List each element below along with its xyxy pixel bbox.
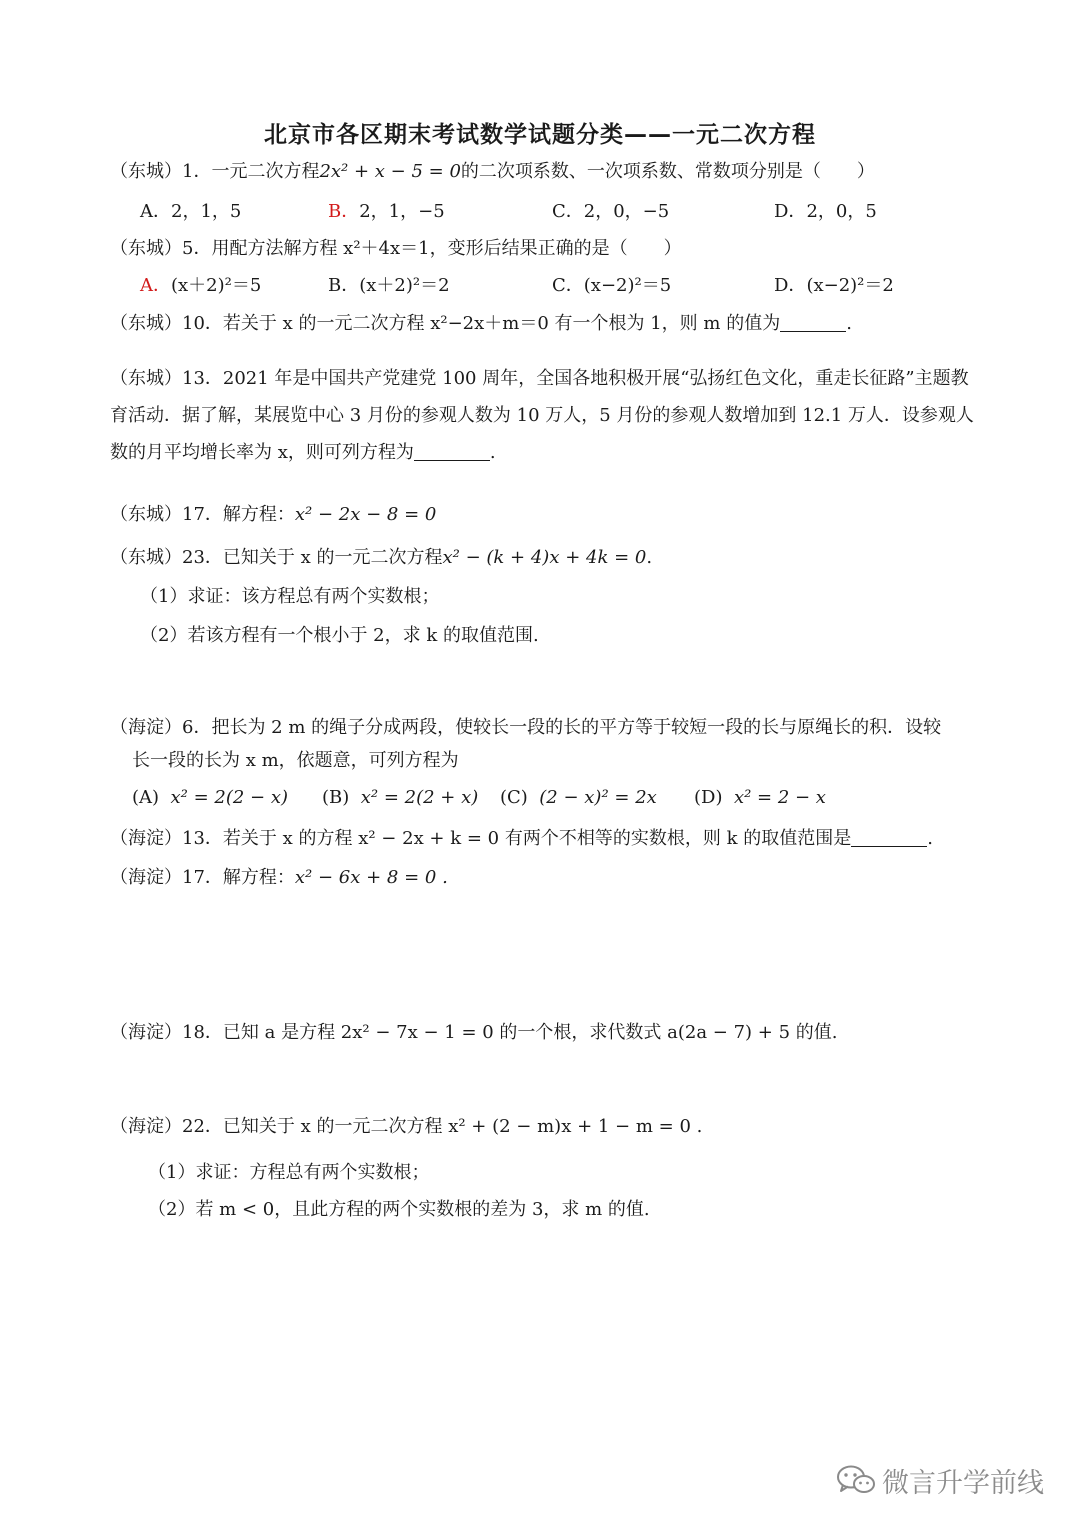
question-dongcheng-10: （东城）10．若关于 x 的一元二次方程 x²−2x＋m＝0 有一个根为 1，则 m 的值为 .: [110, 313, 852, 334]
question-text: 的二次项系数、一次项系数、常数项分别是（ ）: [460, 161, 875, 182]
question-dongcheng-17: （东城）17．解方程：x² − 2x − 8 = 0: [110, 504, 437, 525]
equation: 2x² + x − 5 = 0: [319, 161, 461, 182]
wechat-icon: [836, 1464, 876, 1496]
equation: x² − 2x − 8 = 0: [294, 504, 437, 525]
equation: x² − (k + 4)x + 4k = 0: [442, 547, 647, 568]
sub-question-1: （1）求证：方程总有两个实数根；: [148, 1162, 430, 1183]
option-d: (D) x² = 2 − x: [694, 787, 826, 808]
question-dongcheng-1: [110, 160, 875, 184]
question-text: （东城）1．一元二次方程: [110, 161, 320, 182]
option-c: C．2，0，−5: [552, 201, 670, 222]
question-haidian-13: （海淀）13．若关于 x 的方程 x² − 2x + k = 0 有两个不相等的实数根，则 k 的取值范围是 .: [110, 828, 933, 849]
sub-question-2: （2）若该方程有一个根小于 2，求 k 的取值范围.: [140, 625, 539, 646]
watermark: [836, 1460, 1044, 1500]
option-a: A．(x＋2)²＝5: [140, 275, 262, 296]
option-a: A．2，1，5: [140, 201, 242, 222]
answer-blank: [414, 442, 490, 461]
option-d: D．(x−2)²＝2: [774, 275, 894, 296]
option-a: (A) x² = 2(2 − x): [132, 787, 289, 808]
question-dongcheng-13: （东城）13．2021 年是中国共产党建党 100 周年，全国各地积极开展“弘扬红色文化，重走长征路”主题教育活动．据了解，某展览中心 3 月份的参观人数为 10 万人，5 月份的参观人数增加到 12.1 万人．设参观人数的月平均增长率为 x，则可列方程为 .: [110, 368, 974, 463]
watermark-text: 微言升学前线: [882, 1467, 1044, 1499]
question-haidian-17: （海淀）17．解方程：x² − 6x + 8 = 0 .: [110, 867, 448, 888]
answer-blank: [780, 313, 846, 332]
option-c: C．(x−2)²＝5: [552, 275, 672, 296]
option-b: B．(x＋2)²＝2: [328, 275, 450, 296]
option-c: (C) (2 − x)² = 2x: [500, 787, 657, 808]
sub-question-1: （1）求证：该方程总有两个实数根；: [140, 586, 440, 607]
question-haidian-6: （海淀）6．把长为 2 m 的绳子分成两段，使较长一段的长的平方等于较短一段的长与原绳长的积．设较: [110, 717, 942, 738]
question-haidian-18: （海淀）18．已知 a 是方程 2x² − 7x − 1 = 0 的一个根，求代数式 a(2a − 7) + 5 的值.: [110, 1022, 838, 1043]
option-b: (B) x² = 2(2 + x): [322, 787, 479, 808]
option-d: D．2，0，5: [774, 201, 877, 222]
question-haidian-22: （海淀）22．已知关于 x 的一元二次方程 x² + (2 − m)x + 1 − m = 0 .: [110, 1116, 703, 1137]
question-dongcheng-23: （东城）23．已知关于 x 的一元二次方程x² − (k + 4)x + 4k = 0.: [110, 547, 653, 568]
answer-blank: [851, 828, 927, 847]
question-dongcheng-5: （东城）5．用配方法解方程 x²＋4x＝1，变形后结果正确的是（ ）: [110, 238, 682, 259]
equation: x² − 6x + 8 = 0 .: [294, 867, 448, 888]
page-title: 北京市各区期末考试数学试题分类——一元二次方程: [264, 122, 816, 148]
sub-question-2: （2）若 m < 0，且此方程的两个实数根的差为 3，求 m 的值.: [148, 1199, 650, 1220]
option-b: B．2，1，−5: [328, 201, 445, 222]
question-haidian-6-cont: 长一段的长为 x m，依题意，可列方程为: [132, 750, 459, 771]
